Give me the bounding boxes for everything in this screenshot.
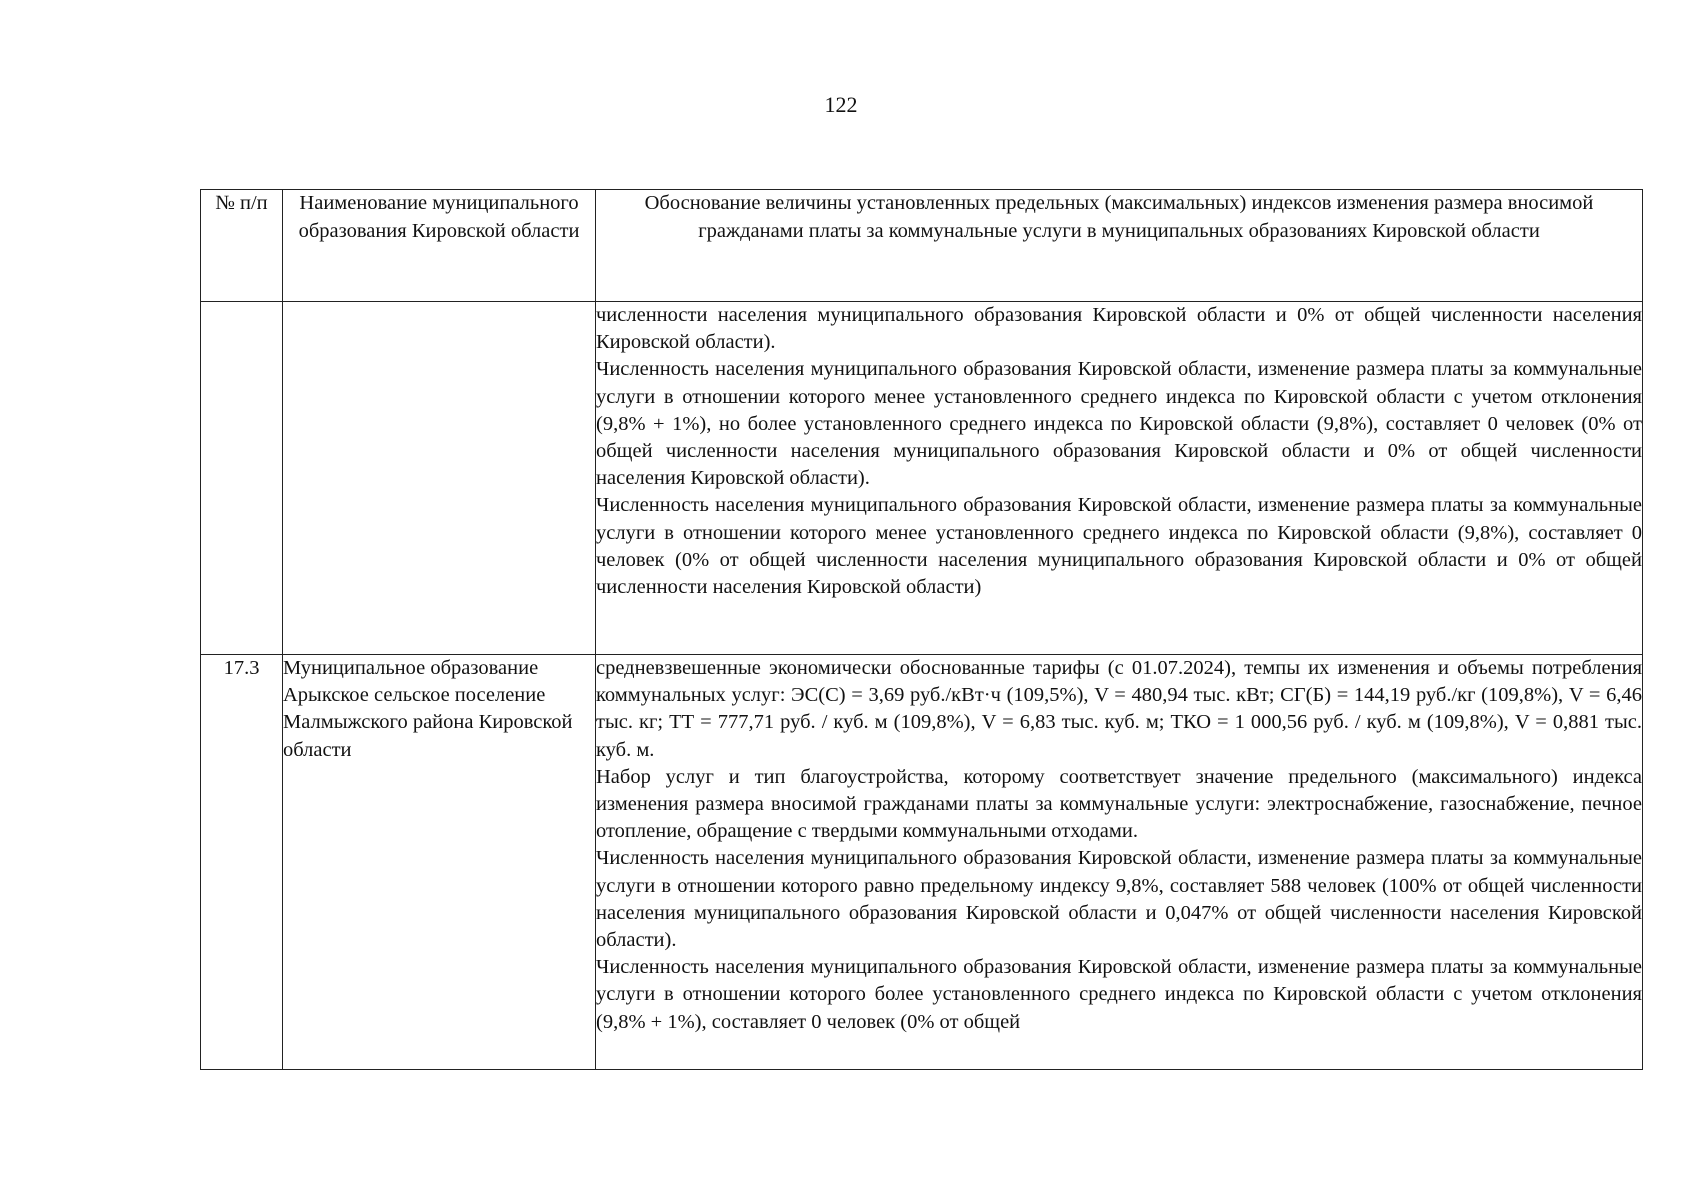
justification-paragraph: Численность населения муниципального образования Кировской области, изменение размера платы за коммунальные услуги в отношении которого равно предельному индексу 9,8%, составляет 588 человек (100% от общей численности населения муниципального образования Кировской области и 0,047% от общей численности населения Кировской области). [596,847,1642,952]
table-row [201,655,1643,1070]
page-number: 122 [824,92,858,117]
row-number-cell [201,302,283,655]
justification-cell [596,655,1643,1070]
justification-paragraph: Численность населения муниципального образования Кировской области, изменение размера платы за коммунальные услуги в отношении которого менее установленного среднего индекса по Кировской области (9,8%), составляет 0 человек (0% от общей численности населения муниципального образования Кировской области и 0% от общей численности населения Кировской области) [596,494,1642,599]
justification-cell [596,302,1643,655]
justification-table [200,189,1643,1070]
header-municipality-name: Наименование муниципального образования Кировской области [283,190,596,302]
header-justification: Обоснование величины установленных предельных (максимальных) индексов изменения размера вносимой гражданами платы за коммунальные услуги в муниципальных образованиях Кировской области [596,190,1643,302]
header-number: № п/п [201,190,283,302]
table-header-row [201,190,1643,302]
justification-paragraph: Набор услуг и тип благоустройства, которому соответствует значение предельного (максимального) индекса изменения размера вносимой гражданами платы за коммунальные услуги: электроснабжение, газоснабжение, печное отопление, обращение с твердыми коммунальными отходами. [596,765,1642,843]
municipality-name-cell: Муниципальное образование Арыкское сельское поселение Малмыжского района Кировской области [283,655,596,1070]
row-number-cell: 17.3 [201,655,283,1070]
justification-paragraph: Численность населения муниципального образования Кировской области, изменение размера платы за коммунальные услуги в отношении которого менее установленного среднего индекса по Кировской области с учетом отклонения (9,8% + 1%), но более установленного среднего индекса по Кировской области (9,8%), составляет 0 человек (0% от общей численности населения муниципального образования Кировской области и 0% от общей численности населения Кировской области). [596,358,1642,490]
table-row [201,302,1643,655]
justification-paragraph: Численность населения муниципального образования Кировской области, изменение размера платы за коммунальные услуги в отношении которого более установленного среднего индекса по Кировской области с учетом отклонения (9,8% + 1%), составляет 0 человек (0% от общей [596,956,1642,1033]
municipality-name-cell [283,302,596,655]
justification-paragraph: численности населения муниципального образования Кировской области и 0% от общей численности населения Кировской области). [596,304,1642,354]
justification-paragraph: средневзвешенные экономически обоснованные тарифы (с 01.07.2024), темпы их изменения и объемы потребления коммунальных услуг: ЭС(С) = 3,69 руб./кВт·ч (109,5%), V = 480,94 тыс. кВт; СГ(Б) = 144,19 руб./кг (109,8%), V = 6,46 тыс. кг; ТТ = 777,71 руб. / куб. м (109,8%), V = 6,83 тыс. куб. м; ТКО = 1 000,56 руб. / куб. м (109,8%), V = 0,881 тыс. куб. м. [596,657,1642,761]
